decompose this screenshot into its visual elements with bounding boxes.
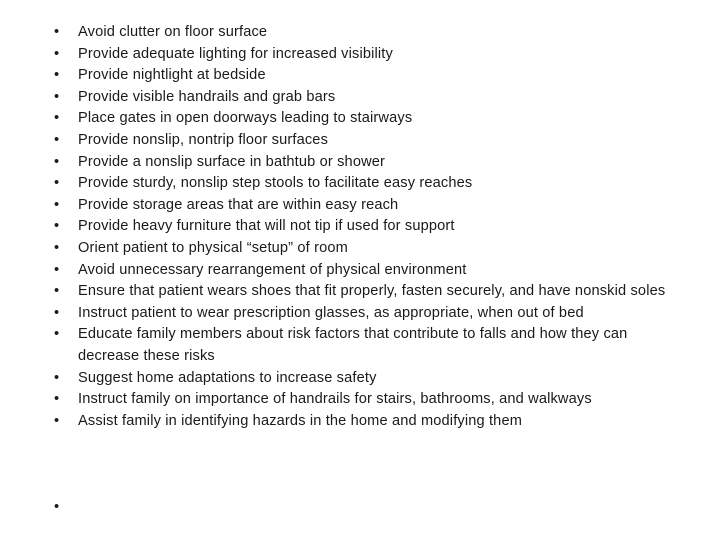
list-item-text: Place gates in open doorways leading to stairways <box>78 110 413 127</box>
list-item-text: Instruct family on importance of handrails for stairs, bathrooms, and walkways <box>78 391 592 408</box>
list-item-text: Instruct patient to wear prescription glasses, as appropriate, when out of bed <box>78 304 584 321</box>
list-item <box>54 108 674 130</box>
bullet-icon: • <box>54 175 60 192</box>
empty-bullet-icon: • <box>54 499 60 515</box>
bullet-icon: • <box>54 261 60 278</box>
list-item-text: Assist family in identifying hazards in the home and modifying them <box>78 412 523 429</box>
bullet-icon: • <box>54 110 60 127</box>
list-item <box>54 216 674 238</box>
list-item-text: Educate family members about risk factors that contribute to falls and how they can decrease these risks <box>78 326 628 364</box>
list-item <box>54 238 674 260</box>
list-item <box>54 87 674 109</box>
bullet-icon: • <box>54 196 60 213</box>
list-item <box>54 389 674 411</box>
bullet-icon: • <box>54 24 60 40</box>
list-item <box>54 44 674 66</box>
bullet-icon: • <box>54 304 60 321</box>
list-item-text: Ensure that patient wears shoes that fit properly, fasten securely, and have nonskid soles <box>78 283 666 300</box>
list-item <box>54 368 674 390</box>
bullet-icon: • <box>54 369 60 386</box>
list-item <box>54 65 674 87</box>
bullet-icon: • <box>54 412 60 429</box>
bullet-list <box>54 22 674 432</box>
list-item-text: Avoid unnecessary rearrangement of physical environment <box>78 261 467 278</box>
list-item-text: Provide nightlight at bedside <box>78 67 266 84</box>
list-item-text: Orient patient to physical “setup” of room <box>78 239 348 256</box>
list-item <box>54 130 674 152</box>
list-item <box>54 260 674 282</box>
list-item <box>54 152 674 174</box>
list-item <box>54 173 674 195</box>
list-item <box>54 324 674 367</box>
bullet-icon: • <box>54 218 60 235</box>
list-item-text: Provide adequate lighting for increased visibility <box>78 45 393 62</box>
list-item-text: Provide a nonslip surface in bathtub or shower <box>78 153 386 170</box>
list-item-text: Provide nonslip, nontrip floor surfaces <box>78 131 329 148</box>
bullet-icon: • <box>54 391 60 408</box>
bullet-icon: • <box>54 326 60 343</box>
bullet-icon: • <box>54 88 60 105</box>
bullet-icon: • <box>54 67 60 84</box>
list-item-text: Provide storage areas that are within easy reach <box>78 196 399 213</box>
list-item-text: Suggest home adaptations to increase safety <box>78 369 377 386</box>
list-item-text: Provide heavy furniture that will not tip if used for support <box>78 218 455 235</box>
list-item <box>54 303 674 325</box>
bullet-icon: • <box>54 153 60 170</box>
bullet-icon: • <box>54 239 60 256</box>
list-item <box>54 22 674 44</box>
list-item-text: Avoid clutter on floor surface <box>78 24 268 40</box>
bullet-icon: • <box>54 283 60 300</box>
list-item-text: Provide visible handrails and grab bars <box>78 88 336 105</box>
list-item <box>54 411 674 433</box>
list-item-text: Provide sturdy, nonslip step stools to facilitate easy reaches <box>78 175 473 192</box>
bullet-icon: • <box>54 131 60 148</box>
list-item <box>54 281 674 303</box>
list-item <box>54 195 674 217</box>
bullet-icon: • <box>54 45 60 62</box>
